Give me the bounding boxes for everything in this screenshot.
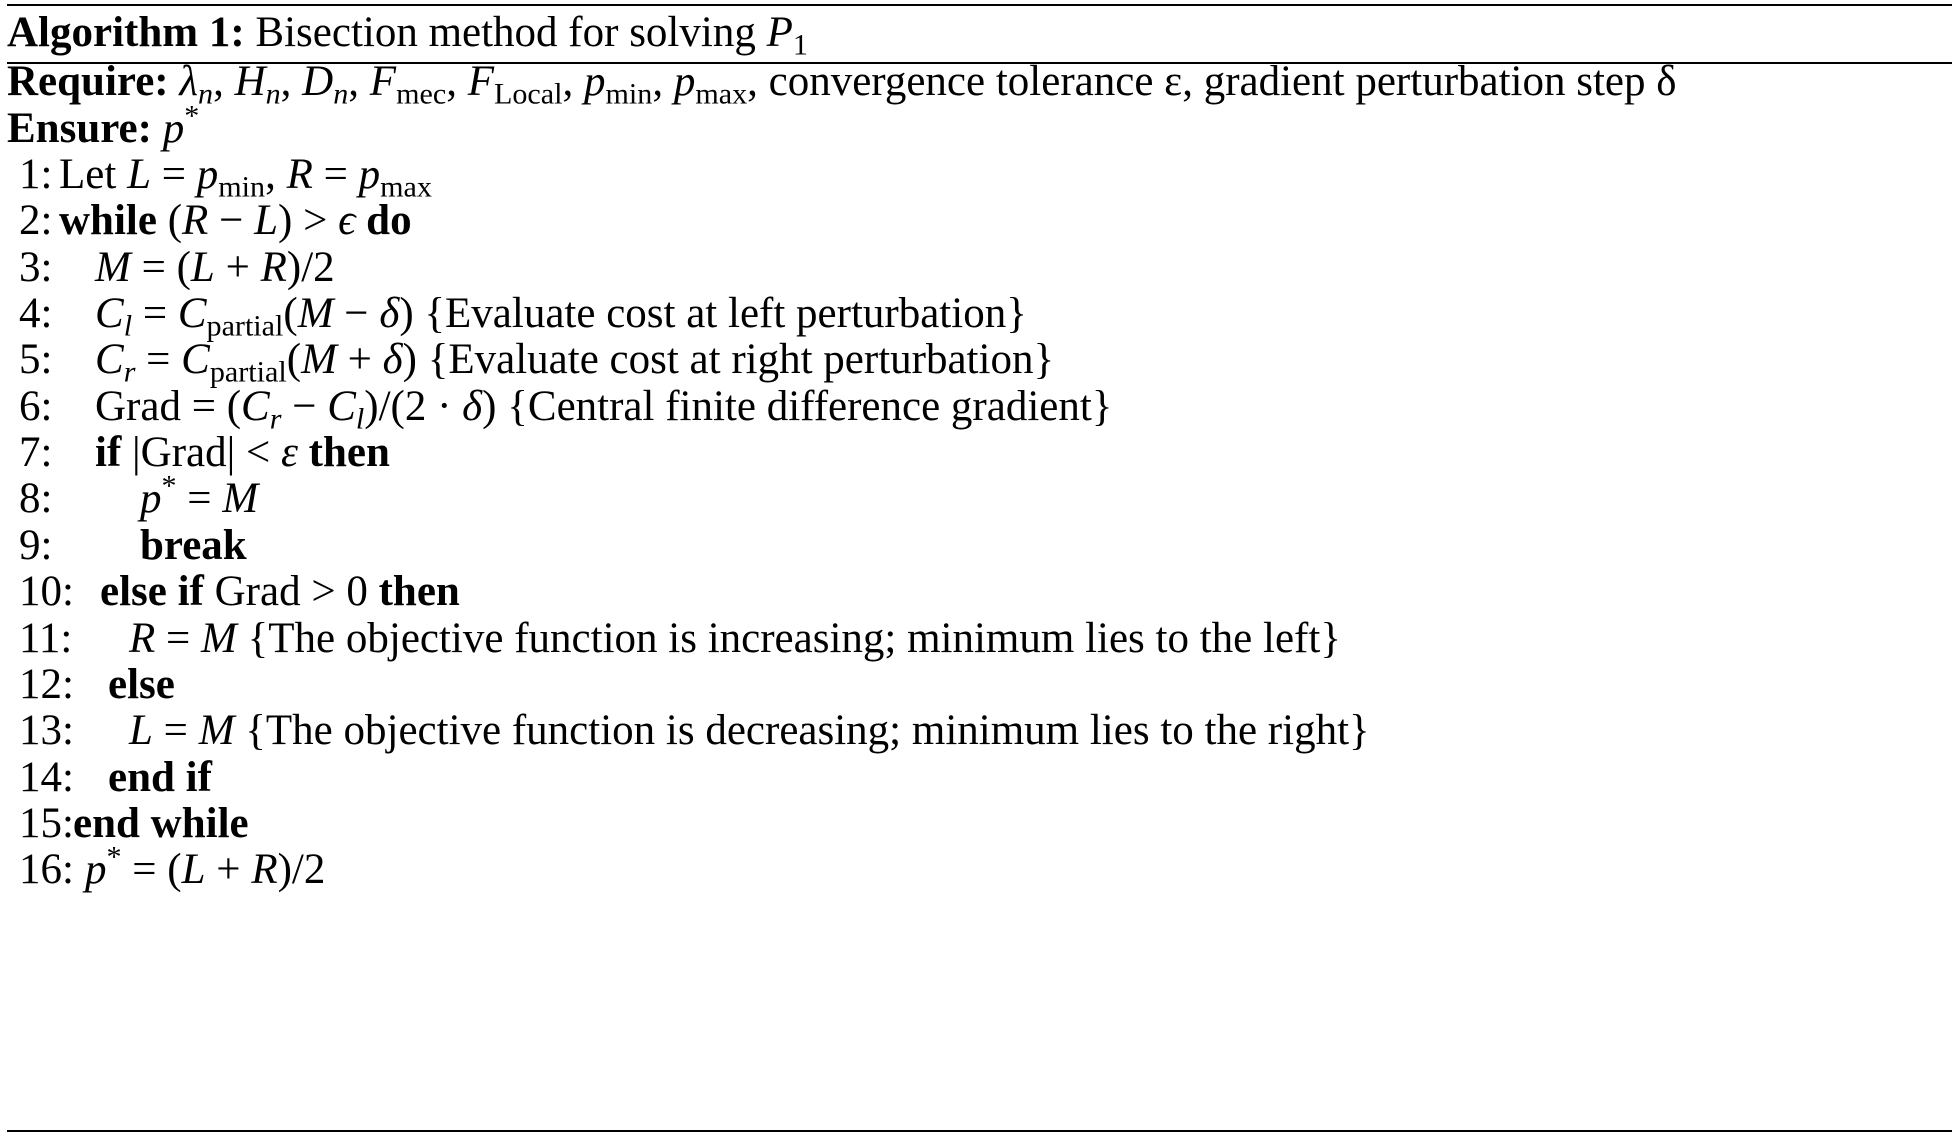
require-line bbox=[7, 53, 1677, 111]
keyword-else: else bbox=[108, 661, 175, 708]
line-number: 5: bbox=[19, 336, 53, 383]
line-number: 15: bbox=[19, 800, 74, 847]
line-body: M = (L + R)/2 bbox=[95, 244, 335, 291]
keyword-break: break bbox=[140, 522, 247, 569]
line-comment: {Evaluate cost at left perturbation} bbox=[424, 290, 1027, 337]
line-number: 16: bbox=[19, 846, 74, 893]
line-number: 4: bbox=[19, 290, 53, 337]
line-body: L = M {The objective function is decreasing; minimum lies to the right} bbox=[129, 707, 1370, 754]
bottom-rule bbox=[7, 1130, 1952, 1132]
keyword-end-while: end while bbox=[73, 800, 249, 847]
keyword-if: if bbox=[95, 429, 122, 476]
line-body: Grad = $(C_r - C_l)/(2 \cdot \delta)$ {Central finite difference gradient} bbox=[95, 383, 1113, 436]
line-body: else if Grad > 0 then bbox=[100, 568, 460, 615]
line-number: 11: bbox=[19, 615, 73, 662]
line-comment: {Central finite difference gradient} bbox=[507, 383, 1113, 430]
caption-symbol: $P_1$ bbox=[766, 9, 808, 62]
line-number: 3: bbox=[19, 244, 53, 291]
line-comment: {The objective function is decreasing; minimum lies to the right} bbox=[245, 707, 1370, 754]
line-number: 13: bbox=[19, 707, 74, 754]
line-number: 7: bbox=[19, 429, 53, 476]
line-body: p* = M bbox=[140, 468, 259, 522]
keyword-end-if: end if bbox=[108, 754, 212, 801]
line-number: 14: bbox=[19, 754, 74, 801]
require-label: Require: bbox=[7, 58, 169, 105]
line-comment: {The objective function is increasing; minimum lies to the left} bbox=[247, 615, 1341, 662]
keyword-then: then bbox=[378, 568, 460, 615]
line-number: 6: bbox=[19, 383, 53, 430]
line-number: 2: bbox=[19, 197, 53, 244]
caption-label: Algorithm 1: bbox=[7, 9, 245, 56]
line-number: 12: bbox=[19, 661, 74, 708]
keyword-then: then bbox=[308, 429, 390, 476]
line-number: 9: bbox=[19, 522, 53, 569]
keyword-do: do bbox=[366, 197, 412, 244]
line-body: Let $L = p_{min}$, $R = p_{max}$ bbox=[59, 151, 432, 204]
line-body: p* = (L + R)/2 bbox=[85, 839, 326, 893]
line-body: R = M {The objective function is increasing; minimum lies to the left} bbox=[129, 615, 1341, 662]
require-inputs: $\lambda_n$, $H_n$, $D_n$, $F_{mec}$, $F_{Local}$, $p_{min}$, $p_{max}$ bbox=[179, 58, 748, 111]
require-tail: , convergence tolerance ε, gradient perturbation step δ bbox=[747, 58, 1677, 105]
ensure-output: p bbox=[162, 105, 185, 152]
line-body: $C_r = C_{partial}(M + \delta)$ {Evaluate cost at right perturbation} bbox=[95, 336, 1055, 389]
line-body: while (R − L) > ϵ do bbox=[59, 197, 412, 244]
keyword-else-if: else if bbox=[100, 568, 204, 615]
line-number: 10: bbox=[19, 568, 74, 615]
line-number: 8: bbox=[19, 475, 53, 522]
ensure-line: Ensure: p* bbox=[7, 98, 200, 152]
line-comment: {Evaluate cost at right perturbation} bbox=[427, 336, 1055, 383]
line-body: if |Grad| < ε then bbox=[95, 429, 390, 476]
ensure-label: Ensure: bbox=[7, 105, 152, 152]
line-number: 1: bbox=[19, 151, 53, 198]
caption-title: Bisection method for solving bbox=[255, 9, 756, 56]
line-body: $C_l = C_{partial}(M - \delta)$ {Evaluate cost at left perturbation} bbox=[95, 290, 1027, 343]
keyword-while: while bbox=[59, 197, 157, 244]
